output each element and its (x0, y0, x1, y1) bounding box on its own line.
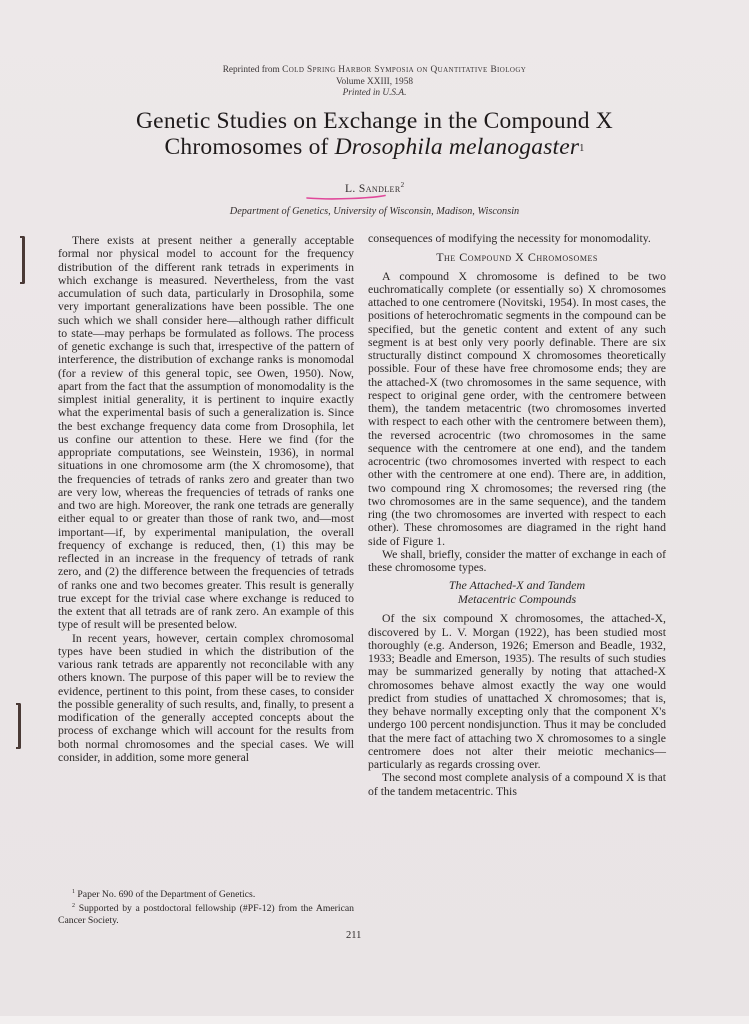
body-paragraph-continuation: consequences of modifying the necessity for monomodality. (368, 232, 651, 245)
body-paragraph: We shall, briefly, consider the matter of exchange in each of these chromosome types. (368, 547, 666, 574)
reprint-header (0, 65, 749, 100)
reprint-source-line: Reprinted from Cold Spring Harbor Symposia on Quantitative Biology (222, 65, 527, 75)
body-paragraph: There exists at present neither a generally acceptable formal nor physical model to account for the frequency distribution of the different rank tetrads in experiments in which exchange is measured. Nevertheless, from the vast accumulation of such data, particularly in Drosophila, some very important generalizations have been possible. The one such which we shall consider here—although rather difficult to state—may perhaps be formulated as follows. The process of genetic exchange is such that, irrespective of the pattern of interference, the distribution of exchange ranks is monomodal (for a review of this general topic, see Owen, 1950). Now, apart from the fact that the assumption of monomodality is the simplest initial generality, it is pertinent to inquire exactly what the experimental basis of such a generalization is. Since the best exchange frequency data come from Drosophila, let us confine our attention to these. Here we find (for the appropriate computations, see Weinstein, 1936), in normal situations in one chromosome arm (the X chromosome), that the frequencies of tetrads of ranks zero and greater than two are very low, whereas the frequencies of tetrads of ranks one and two are high. Moreover, the rank one tetrads are generally either equal to or greater than those of rank two, and—most important—if, by experimental manipulation, the overall frequency of exchange is reduced, then, (1) this may be reflected in an increase in the frequency of tetrads of rank zero, and (2) the difference between the frequencies of tetrads of ranks one and two becomes greater. This result is generally true except for the trivial case where exchange is reduced to the extent that all tetrads are of rank zero. An example of this type of result will be presented below. (58, 234, 354, 632)
volume-line: Volume XXIII, 1958 (335, 76, 414, 87)
margin-bracket-mark-bottom (18, 703, 21, 749)
section-heading: The Compound X Chromosomes (436, 250, 598, 265)
pink-underline-annotation (306, 194, 386, 200)
species-name: Drosophila melanogaster (334, 134, 580, 160)
body-paragraph: A compound X chromosome is defined to be two euchromatically complete (or essentially so) X chromosomes attached to one centromere (Novitski, 1954). In most cases, the positions of heterochromatic segments in the compound can be specified, but the genetic content and extent of any such segment is at best only very poorly definable. There are six structurally distinct compound X chromosomes theoretically possible. Four of these have free chromosome ends; they are the attached-X (two chromosomes in the same sequence, with respect to original gene order, with the centromere between them), the tandem metacentric (two chromosomes inverted with respect to each other with the centromere between them), the reversed acrocentric (two chromosomes in the same sequence with the centromere at one end), and the tandem acrocentric (two chromosomes inverted with respect to each other with the centromere at one end). There are, in addition, two compound ring X chromosomes; the reversed ring (the two chromosomes are in the same sequence), and the tandem ring (the two chromosomes are inverted with respect to each other). These chromosomes are diagramed in the right hand side of Figure 1. (368, 269, 666, 548)
journal-name: Cold Spring Harbor Symposia on Quantitative Biology (282, 65, 527, 75)
paper-title (0, 108, 749, 160)
title-footnote-ref: 1 (579, 143, 585, 154)
title-line-1: Genetic Studies on Exchange in the Compound X (136, 108, 613, 134)
right-column (368, 232, 666, 798)
subsection-heading: The Attached-X and Tandem Metacentric Compounds (448, 578, 586, 606)
footnote-2: $^2$ Supported by a postdoctoral fellowship (#PF-12) from the American Cancer Society. (58, 902, 355, 926)
author-footnote-ref: 2 (400, 181, 405, 189)
author-affiliation: Department of Genetics, University of Wisconsin, Madison, Wisconsin (229, 206, 520, 217)
body-paragraph: Of the six compound X chromosomes, the attached-X, discovered by L. V. Morgan (1922), has been studied most thoroughly (e.g. Anderson, 1926; Emerson and Beadle, 1932, 1933; Beadle and Emerson, 1935). The results of such studies may be summarized generally by noting that attached-X chromosomes behave almost exactly the way one would predict from studies of unattached X chromosomes; that is, they behave normally excepting only that the component X's undergo 100 percent nondisjunction. Thus it may be concluded that the mere fact of attaching two X chromosomes to a single centromere does not alter their meiotic mechanics—particularly as regards crossing over. (368, 612, 666, 771)
footnotes (58, 887, 354, 926)
left-column (58, 234, 354, 764)
printed-in-line: Printed in U.S.A. (342, 88, 407, 98)
title-line-2: Chromosomes of Drosophila melanogaster$^1$ (164, 134, 585, 160)
margin-bracket-mark-top (22, 236, 25, 284)
footnote-1: $^1$ Paper No. 690 of the Department of Genetics. (72, 889, 256, 901)
body-paragraph: The second most complete analysis of a compound X is that of the tandem metacentric. This (368, 771, 666, 798)
author-name: L. Sandler (344, 182, 401, 195)
page-number: 211 (346, 930, 362, 941)
body-paragraph: In recent years, however, certain complex chromosomal types have been studied in which the distribution of the various rank tetrads are apparently not reconcilable with any others known. The purpose of this paper will be to review the evidence, pertinent to this point, from these cases, to consider the possible generality of such results, and, finally, to present a modification of the generally accepted concepts about the process of exchange which will account for the results from both normal chromosomes and the special cases. We will consider, in addition, some more general (58, 631, 354, 764)
author-line (0, 181, 749, 195)
page-bottom-edge (0, 1016, 749, 1024)
